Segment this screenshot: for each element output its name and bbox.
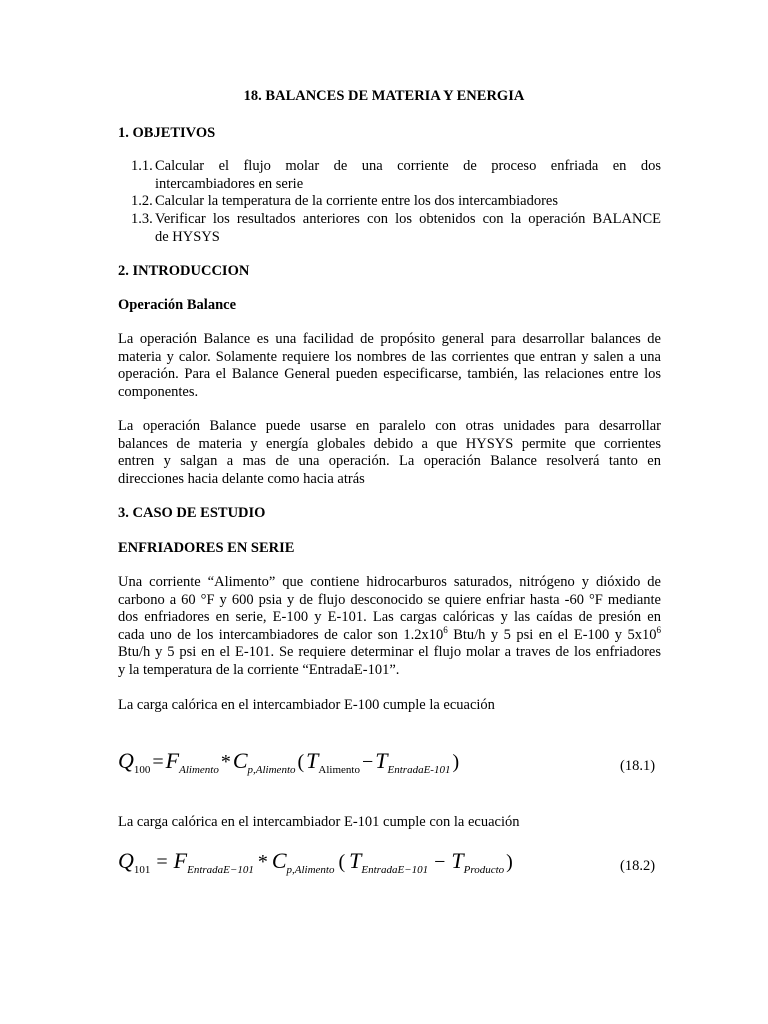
objective-text-line: intercambiadores en serie — [155, 175, 304, 192]
paragraph-intro-1 — [118, 331, 661, 401]
paragraph-line: componentes. — [118, 383, 199, 400]
paragraph-line: balances de materia y energía globales debido a que HYSYS permite que corrientes — [118, 435, 661, 452]
objective-text-line: de HYSYS — [155, 228, 220, 245]
equation-18-1: $Q_{100} =F_{Alimento}$ $*C_{p,Alimento}$ ($T_{Alimento} -T_{EntradaE-101}$ ) — [118, 748, 460, 776]
paragraph-line: La operación Balance puede usarse en paralelo con otras unidades para desarrollar — [118, 418, 661, 434]
paragraph-line: entren y salgan a mas de una operación. La operación Balance resolverá tanto en — [118, 453, 661, 469]
paragraph-caso-2: La carga calórica en el intercambiador E-100 cumple la ecuación — [118, 697, 495, 713]
objective-number: 1.3. — [131, 211, 153, 227]
subheading-enfriadores-en-serie: ENFRIADORES EN SERIE — [118, 540, 295, 556]
page-title: 18. BALANCES DE MATERIA Y ENERGIA — [243, 88, 525, 104]
objective-text-line: Verificar los resultados anteriores con los obtenidos con la operación BALANCE — [155, 211, 661, 227]
paragraph-line: direcciones hacia delante como hacia atrás — [118, 470, 365, 487]
section-heading-introduccion: 2. INTRODUCCION — [118, 263, 250, 279]
paragraph-line: operación. Para el Balance General pueden especificarse, también, las relaciones entre los — [118, 366, 661, 382]
paragraph-line: Btu/h y 5 psi en el E-101. Se requiere determinar el flujo molar a traves de los enfriadores — [118, 644, 661, 660]
section-heading-caso-de-estudio: 3. CASO DE ESTUDIO — [118, 505, 266, 521]
paragraph-intro-2 — [118, 418, 661, 488]
paragraph-line: dos enfriadores en serie, E-100 y E-101. Las cargas calóricas y las caídas de presión en — [118, 609, 661, 625]
equation-number-18-2: (18.2) — [620, 858, 656, 874]
paragraph-caso-3: La carga calórica en el intercambiador E-101 cumple con la ecuación — [118, 814, 520, 830]
objective-text-line: Calcular la temperatura de la corriente entre los dos intercambiadores — [155, 193, 558, 209]
paragraph-line-with-superscripts: cada uno de los intercambiadores de calor son $1.2x10^6$ Btu/h y 5 psi en el E-100 y $5x10^6$ — [118, 624, 661, 643]
paragraph-caso-1 — [118, 574, 661, 679]
section-heading-objetivos: 1. OBJETIVOS — [118, 125, 216, 141]
paragraph-line: La operación Balance es una facilidad de propósito general para desarrollar balances de — [118, 331, 661, 347]
equation-number-18-1: (18.1) — [620, 758, 656, 774]
paragraph-line: carbono a 60 °F y 600 psia y de flujo desconocido se quiere enfriar hasta -60 °F mediante — [118, 591, 661, 608]
objective-text-line: Calcular el flujo molar de una corriente de proceso enfriada en dos — [155, 158, 661, 174]
paragraph-line: materia y calor. Solamente requiere los nombres de las corrientes que entran y salen a una — [118, 348, 661, 365]
equation-18-2: $Q_{101} = F_{EntradaE-101} * C_{p,Alimento}$ ( $T_{EntradaE-101} - T_{Producto}$ ) — [118, 848, 513, 876]
objective-number: 1.2. — [131, 193, 153, 209]
paragraph-line: Una corriente “Alimento” que contiene hidrocarburos saturados, nitrógeno y dióxido de — [118, 574, 661, 590]
paragraph-line: y la temperatura de la corriente “EntradaE-101”. — [118, 661, 400, 678]
objective-number: 1.1. — [131, 158, 153, 174]
subheading-operacion-balance: Operación Balance — [118, 297, 237, 313]
